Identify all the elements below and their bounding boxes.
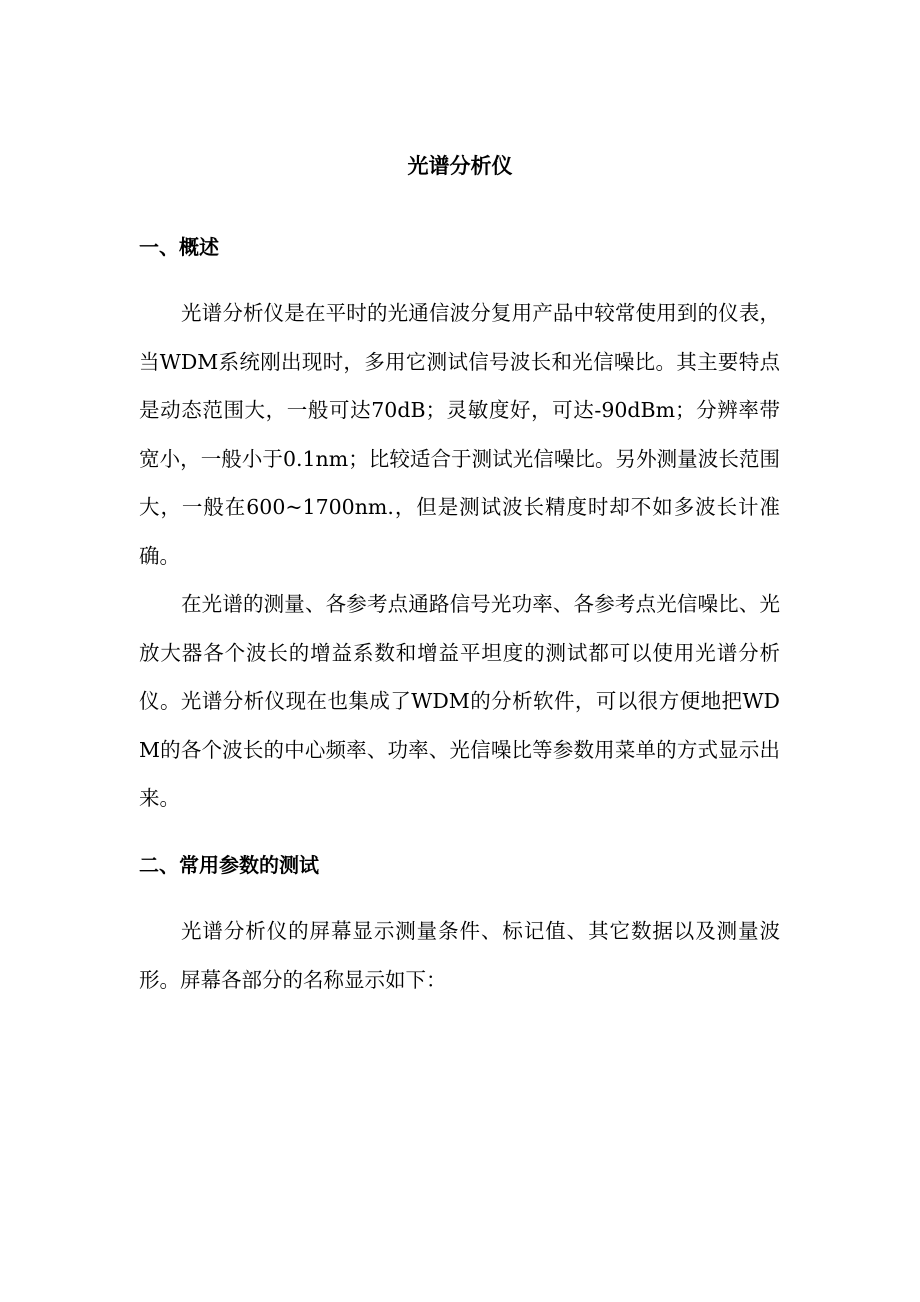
- document-title: 光谱分析仪: [407, 154, 513, 178]
- paragraph: 光谱分析仪的屏幕显示测量条件、标记值、其它数据以及测量波形。屏幕各部分的名称显示如下：: [139, 919, 780, 992]
- section-heading-common-parameters: 二、常用参数的测试: [139, 853, 319, 877]
- paragraph: 光谱分析仪是在平时的光通信波分复用产品中较常使用到的仪表，当WDM系统刚出现时，多用它测试信号波长和光信噪比。其主要特点是动态范围大，一般可达70dB；灵敏度好，可达-90dBm；分辨率带宽小，一般小于0.1nm；比较适合于测试光信噪比。另外测量波长范围大，一般在600~1700nm.，但是测试波长精度时却不如多波长计准确。: [139, 301, 780, 568]
- paragraph: 在光谱的测量、各参考点通路信号光功率、各参考点光信噪比、光放大器各个波长的增益系数和增益平坦度的测试都可以使用光谱分析仪。光谱分析仪现在也集成了WDM的分析软件，可以很方便地把WDM的各个波长的中心频率、功率、光信噪比等参数用菜单的方式显示出来。: [139, 592, 780, 810]
- section-heading-overview: 一、概述: [139, 235, 219, 259]
